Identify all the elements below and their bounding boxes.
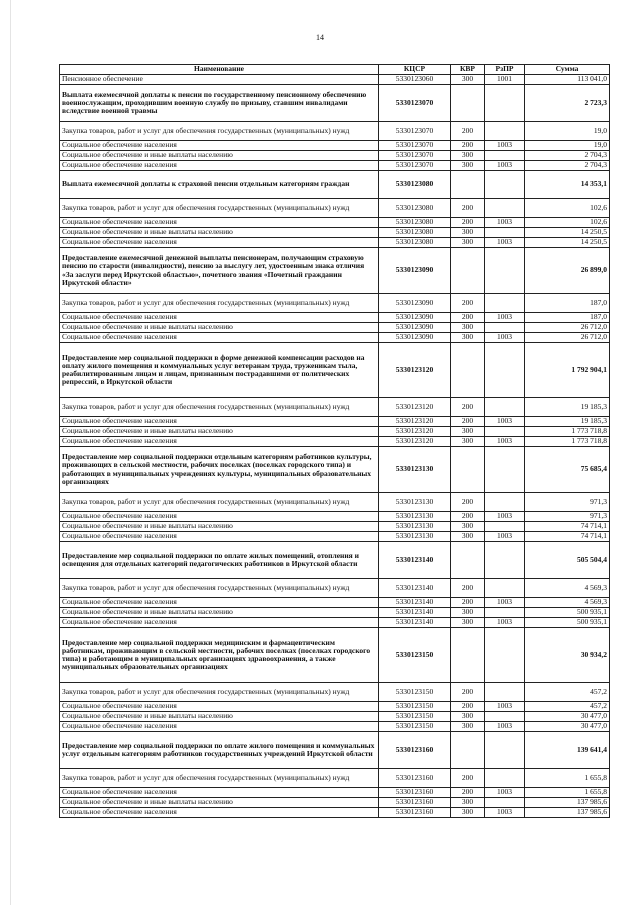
row-name: Предоставление мер социальной поддержки отдельным категориям работников культуры, проживающих в сельской местности, рабочих поселках (поселках городского типа) и работающих в муниципальных учреждениях культуры, муниципальных образовательных организациях [60, 447, 379, 493]
row-name: Социальное обеспечение и иные выплаты населению [60, 712, 379, 722]
row-name: Предоставление мер социальной поддержки медицинским и фармацевтическим работникам, проживающим в сельской местности, рабочих поселках (поселках городского типа) и работающим в муниципальных организациях здравоохранения, а также муниципальных образовательных организациях [60, 628, 379, 683]
row-kcsr: 5330123150 [379, 702, 451, 712]
row-kvr: 200 [451, 579, 485, 598]
row-name: Социальное обеспечение и иные выплаты населению [60, 151, 379, 161]
table-row [60, 75, 610, 85]
row-sum: 19 185,3 [525, 398, 610, 417]
row-kvr [451, 628, 485, 683]
row-sum: 1 792 904,1 [525, 343, 610, 398]
row-sum: 137 985,6 [525, 808, 610, 818]
row-rzpr: 1003 [485, 598, 525, 608]
row-kcsr: 5330123070 [379, 151, 451, 161]
row-rzpr [485, 683, 525, 702]
row-kcsr: 5330123120 [379, 343, 451, 398]
row-sum: 19,0 [525, 122, 610, 141]
row-name: Социальное обеспечение и иные выплаты населению [60, 522, 379, 532]
row-rzpr: 1003 [485, 313, 525, 323]
row-kvr: 200 [451, 512, 485, 522]
row-kcsr: 5330123150 [379, 722, 451, 732]
row-kcsr: 5330123080 [379, 218, 451, 228]
row-kvr: 300 [451, 427, 485, 437]
row-kvr [451, 171, 485, 199]
table-row [60, 683, 610, 702]
table-row [60, 141, 610, 151]
table-row [60, 218, 610, 228]
row-kvr: 300 [451, 618, 485, 628]
row-rzpr [485, 398, 525, 417]
table-row [60, 522, 610, 532]
row-kvr [451, 542, 485, 579]
row-rzpr: 1003 [485, 141, 525, 151]
row-name: Социальное обеспечение населения [60, 512, 379, 522]
row-kcsr: 5330123090 [379, 313, 451, 323]
row-name: Социальное обеспечение и иные выплаты населению [60, 228, 379, 238]
row-rzpr [485, 151, 525, 161]
row-name: Социальное обеспечение населения [60, 618, 379, 628]
row-rzpr [485, 493, 525, 512]
row-kcsr: 5330123070 [379, 161, 451, 171]
row-kcsr: 5330123120 [379, 437, 451, 447]
row-sum: 457,2 [525, 683, 610, 702]
row-sum: 1 773 718,8 [525, 437, 610, 447]
table-row [60, 712, 610, 722]
row-sum: 139 641,4 [525, 732, 610, 769]
row-rzpr [485, 522, 525, 532]
row-name: Предоставление мер социальной поддержки по оплате жилого помещения и коммунальных услуг отдельным категориям работников государственных учреждений Иркутской области [60, 732, 379, 769]
row-rzpr [485, 343, 525, 398]
row-rzpr [485, 628, 525, 683]
row-rzpr: 1003 [485, 722, 525, 732]
row-kvr [451, 343, 485, 398]
row-sum: 187,0 [525, 294, 610, 313]
row-kcsr: 5330123150 [379, 712, 451, 722]
row-name: Пенсионное обеспечение [60, 75, 379, 85]
scan-margin-line [10, 0, 11, 905]
row-kcsr: 5330123160 [379, 808, 451, 818]
row-rzpr [485, 85, 525, 122]
row-sum: 102,6 [525, 218, 610, 228]
row-sum: 14 250,5 [525, 238, 610, 248]
row-kvr: 200 [451, 598, 485, 608]
table-row [60, 427, 610, 437]
table-row [60, 493, 610, 512]
table-row [60, 732, 610, 769]
row-kcsr: 5330123070 [379, 141, 451, 151]
row-sum: 14 353,1 [525, 171, 610, 199]
table-row [60, 323, 610, 333]
row-sum: 113 041,0 [525, 75, 610, 85]
row-sum: 30 477,0 [525, 722, 610, 732]
table-header-row [60, 65, 610, 75]
table-row [60, 398, 610, 417]
row-kcsr: 5330123160 [379, 798, 451, 808]
table-row [60, 248, 610, 294]
table-body [60, 75, 610, 818]
row-sum: 75 685,4 [525, 447, 610, 493]
row-kvr: 200 [451, 417, 485, 427]
row-name: Социальное обеспечение населения [60, 313, 379, 323]
row-kcsr: 5330123140 [379, 579, 451, 598]
row-kvr: 200 [451, 218, 485, 228]
row-kcsr: 5330123080 [379, 238, 451, 248]
table-row [60, 228, 610, 238]
table-row [60, 122, 610, 141]
row-kcsr: 5330123080 [379, 171, 451, 199]
row-sum: 2 704,3 [525, 151, 610, 161]
row-name: Закупка товаров, работ и услуг для обеспечения государственных (муниципальных) нужд [60, 769, 379, 788]
row-kcsr: 5330123140 [379, 542, 451, 579]
row-rzpr [485, 122, 525, 141]
row-sum: 500 935,1 [525, 618, 610, 628]
row-kvr: 300 [451, 75, 485, 85]
table-row [60, 618, 610, 628]
row-kvr: 300 [451, 608, 485, 618]
row-kvr: 200 [451, 294, 485, 313]
row-kcsr: 5330123130 [379, 522, 451, 532]
row-sum: 2 704,3 [525, 161, 610, 171]
table-row [60, 447, 610, 493]
table-row [60, 333, 610, 343]
page-number: 14 [316, 33, 324, 42]
row-kcsr: 5330123090 [379, 333, 451, 343]
row-kvr: 200 [451, 199, 485, 218]
row-name: Закупка товаров, работ и услуг для обеспечения государственных (муниципальных) нужд [60, 493, 379, 512]
row-kvr: 200 [451, 788, 485, 798]
row-rzpr [485, 228, 525, 238]
row-name: Выплата ежемесячной доплаты к страховой пенсии отдельным категориям граждан [60, 171, 379, 199]
row-sum: 26 712,0 [525, 323, 610, 333]
table-row [60, 628, 610, 683]
row-sum: 30 934,2 [525, 628, 610, 683]
row-kcsr: 5330123090 [379, 248, 451, 294]
row-kcsr: 5330123160 [379, 788, 451, 798]
row-name: Закупка товаров, работ и услуг для обеспечения государственных (муниципальных) нужд [60, 122, 379, 141]
row-kvr [451, 447, 485, 493]
row-name: Закупка товаров, работ и услуг для обеспечения государственных (муниципальных) нужд [60, 294, 379, 313]
row-name: Закупка товаров, работ и услуг для обеспечения государственных (муниципальных) нужд [60, 683, 379, 702]
row-kvr: 300 [451, 808, 485, 818]
row-kvr: 200 [451, 398, 485, 417]
row-kcsr: 5330123130 [379, 512, 451, 522]
row-rzpr [485, 712, 525, 722]
row-kcsr: 5330123130 [379, 532, 451, 542]
row-kcsr: 5330123140 [379, 598, 451, 608]
table-row [60, 199, 610, 218]
table-row [60, 702, 610, 712]
row-name: Социальное обеспечение населения [60, 532, 379, 542]
row-kvr [451, 732, 485, 769]
row-rzpr [485, 798, 525, 808]
table-row [60, 532, 610, 542]
row-kvr: 300 [451, 522, 485, 532]
row-sum: 971,3 [525, 512, 610, 522]
table-row [60, 151, 610, 161]
row-kcsr: 5330123120 [379, 398, 451, 417]
row-sum: 2 723,3 [525, 85, 610, 122]
table-row [60, 722, 610, 732]
row-name: Предоставление мер социальной поддержки в форме денежной компенсации расходов на оплату жилого помещения и коммунальных услуг ветеранам труда, труженикам тыла, реабилитированным лицам и лицам, признанным пострадавшими от политических репрессий, в Иркутской области [60, 343, 379, 398]
row-rzpr: 1003 [485, 532, 525, 542]
row-rzpr [485, 542, 525, 579]
table-row [60, 808, 610, 818]
row-kcsr: 5330123080 [379, 199, 451, 218]
row-name: Социальное обеспечение населения [60, 808, 379, 818]
row-sum: 30 477,0 [525, 712, 610, 722]
row-name: Социальное обеспечение населения [60, 333, 379, 343]
row-kvr: 300 [451, 238, 485, 248]
row-kvr [451, 85, 485, 122]
table-row [60, 294, 610, 313]
table-row [60, 417, 610, 427]
row-rzpr [485, 769, 525, 788]
row-rzpr [485, 199, 525, 218]
row-sum: 14 250,5 [525, 228, 610, 238]
row-sum: 187,0 [525, 313, 610, 323]
row-name: Социальное обеспечение и иные выплаты населению [60, 323, 379, 333]
table-row [60, 608, 610, 618]
row-sum: 4 569,3 [525, 598, 610, 608]
row-sum: 19 185,3 [525, 417, 610, 427]
row-kcsr: 5330123080 [379, 228, 451, 238]
row-name: Социальное обеспечение населения [60, 788, 379, 798]
row-kvr: 300 [451, 798, 485, 808]
row-sum: 1 655,8 [525, 769, 610, 788]
row-kcsr: 5330123070 [379, 122, 451, 141]
table-row [60, 343, 610, 398]
row-sum: 1 773 718,8 [525, 427, 610, 437]
row-name: Социальное обеспечение и иные выплаты населению [60, 608, 379, 618]
header-kcsr: КЦСР [379, 65, 451, 75]
row-rzpr [485, 323, 525, 333]
row-kcsr: 5330123090 [379, 323, 451, 333]
row-rzpr: 1003 [485, 808, 525, 818]
row-rzpr: 1003 [485, 512, 525, 522]
row-kvr: 300 [451, 161, 485, 171]
table-row [60, 238, 610, 248]
table-row [60, 798, 610, 808]
row-sum: 26 712,0 [525, 333, 610, 343]
row-name: Закупка товаров, работ и услуг для обеспечения государственных (муниципальных) нужд [60, 579, 379, 598]
row-rzpr [485, 732, 525, 769]
budget-table [59, 64, 610, 818]
row-sum: 19,0 [525, 141, 610, 151]
row-kcsr: 5330123160 [379, 769, 451, 788]
row-sum: 500 935,1 [525, 608, 610, 618]
row-kvr: 300 [451, 532, 485, 542]
row-rzpr [485, 427, 525, 437]
row-rzpr: 1001 [485, 75, 525, 85]
row-sum: 505 504,4 [525, 542, 610, 579]
row-kvr: 300 [451, 722, 485, 732]
row-kvr: 300 [451, 151, 485, 161]
table-row [60, 579, 610, 598]
row-name: Социальное обеспечение населения [60, 702, 379, 712]
row-rzpr: 1003 [485, 618, 525, 628]
row-rzpr [485, 447, 525, 493]
row-name: Социальное обеспечение населения [60, 417, 379, 427]
row-sum: 74 714,1 [525, 532, 610, 542]
row-name: Социальное обеспечение населения [60, 238, 379, 248]
row-kvr: 200 [451, 141, 485, 151]
header-rzpr: РзПР [485, 65, 525, 75]
row-sum: 102,6 [525, 199, 610, 218]
row-rzpr [485, 608, 525, 618]
row-name: Закупка товаров, работ и услуг для обеспечения государственных (муниципальных) нужд [60, 199, 379, 218]
row-kcsr: 5330123130 [379, 493, 451, 512]
header-kvr: КВР [451, 65, 485, 75]
table-row [60, 85, 610, 122]
row-kvr: 300 [451, 323, 485, 333]
table-row [60, 788, 610, 798]
row-kvr: 300 [451, 333, 485, 343]
table-row [60, 313, 610, 323]
row-kcsr: 5330123070 [379, 85, 451, 122]
row-rzpr: 1003 [485, 218, 525, 228]
row-kcsr: 5330123090 [379, 294, 451, 313]
row-sum: 137 985,6 [525, 798, 610, 808]
row-rzpr [485, 294, 525, 313]
row-rzpr: 1003 [485, 333, 525, 343]
row-kvr: 300 [451, 712, 485, 722]
row-kvr [451, 248, 485, 294]
row-rzpr: 1003 [485, 437, 525, 447]
table-row [60, 769, 610, 788]
row-kcsr: 5330123150 [379, 683, 451, 702]
row-rzpr: 1003 [485, 417, 525, 427]
row-kcsr: 5330123060 [379, 75, 451, 85]
row-rzpr: 1003 [485, 238, 525, 248]
row-name: Выплата ежемесячной доплаты к пенсии по государственному пенсионному обеспечению военнослужащим, проходившим военную службу по призыву, ставшим инвалидами вследствие военной травмы [60, 85, 379, 122]
table-row [60, 512, 610, 522]
row-kvr: 200 [451, 683, 485, 702]
row-name: Социальное обеспечение и иные выплаты населению [60, 427, 379, 437]
row-name: Предоставление ежемесячной денежной выплаты пенсионерам, получающим страховую пенсию по старости (инвалидности), пенсию за выслугу лет, удостоенным знака отличия «За заслуги перед Иркутской областью», почетного звания «Почетный гражданин Иркутской области» [60, 248, 379, 294]
row-name: Социальное обеспечение населения [60, 161, 379, 171]
row-kcsr: 5330123140 [379, 618, 451, 628]
table-row [60, 171, 610, 199]
row-kvr: 300 [451, 437, 485, 447]
row-sum: 457,2 [525, 702, 610, 712]
row-kvr: 200 [451, 313, 485, 323]
row-name: Закупка товаров, работ и услуг для обеспечения государственных (муниципальных) нужд [60, 398, 379, 417]
row-rzpr: 1003 [485, 161, 525, 171]
row-rzpr [485, 248, 525, 294]
row-sum: 4 569,3 [525, 579, 610, 598]
row-rzpr [485, 171, 525, 199]
row-sum: 971,3 [525, 493, 610, 512]
row-sum: 1 655,8 [525, 788, 610, 798]
table-row [60, 161, 610, 171]
row-kvr: 200 [451, 493, 485, 512]
row-rzpr [485, 579, 525, 598]
row-kcsr: 5330123120 [379, 427, 451, 437]
table-row [60, 598, 610, 608]
row-name: Социальное обеспечение населения [60, 218, 379, 228]
row-kvr: 200 [451, 769, 485, 788]
row-name: Социальное обеспечение и иные выплаты населению [60, 798, 379, 808]
row-kcsr: 5330123140 [379, 608, 451, 618]
row-kvr: 200 [451, 122, 485, 141]
row-kvr: 300 [451, 228, 485, 238]
table-row [60, 542, 610, 579]
row-name: Социальное обеспечение населения [60, 141, 379, 151]
row-kcsr: 5330123130 [379, 447, 451, 493]
row-name: Социальное обеспечение населения [60, 437, 379, 447]
row-sum: 26 899,0 [525, 248, 610, 294]
row-name: Социальное обеспечение населения [60, 598, 379, 608]
row-name: Предоставление мер социальной поддержки по оплате жилых помещений, отопления и освещения для отдельных категорий педагогических работников в Иркутской области [60, 542, 379, 579]
row-kcsr: 5330123120 [379, 417, 451, 427]
row-kvr: 200 [451, 702, 485, 712]
row-sum: 74 714,1 [525, 522, 610, 532]
row-name: Социальное обеспечение населения [60, 722, 379, 732]
header-name: Наименование [60, 65, 379, 75]
header-sum: Сумма [525, 65, 610, 75]
row-rzpr: 1003 [485, 702, 525, 712]
row-kcsr: 5330123150 [379, 628, 451, 683]
table-row [60, 437, 610, 447]
row-kcsr: 5330123160 [379, 732, 451, 769]
row-rzpr: 1003 [485, 788, 525, 798]
